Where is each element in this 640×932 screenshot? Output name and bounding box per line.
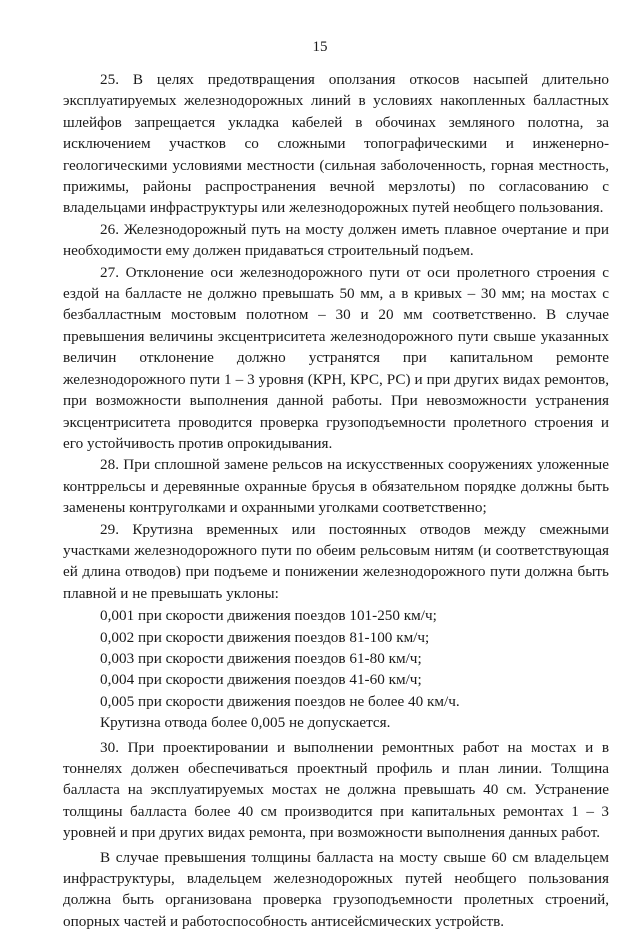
speed-limit-item: 0,002 при скорости движения поездов 81-100 км/ч;	[100, 628, 430, 646]
speed-limit-item: 0,003 при скорости движения поездов 61-80 км/ч;	[100, 649, 422, 667]
paragraph-27: 27. Отклонение оси железнодорожного пути от оси пролетного строения с ездой на балласте не должно превышать 50 мм, а в кривых – 30 мм; на мостах с безбалластным мостовым полотном – 30 и 20 мм соответственно. В случае превышения величины эксцентриситета железнодорожного пути свыше указанных величин отклонение должно устранятся при капитальном ремонте железнодорожного пути 1 – 3 уровня (КРН, КРС, РС) и при других видах ремонтов, при возможности выполнения данной работы. При невозможности устранения эксцентриситета проводится проверка грузоподъемности пролетного строения и его устойчивость против опрокидывания.	[63, 263, 609, 452]
speed-limit-item: 0,005 при скорости движения поездов не более 40 км/ч.	[100, 692, 460, 710]
document-body	[63, 69, 609, 932]
paragraph-26: 26. Железнодорожный путь на мосту должен иметь плавное очертание и при необходимости ему должен придаваться строительный подъем.	[63, 220, 609, 260]
paragraph-30-continuation: В случае превышения толщины балласта на мосту свыше 60 см владельцем инфраструктуры, владельцем железнодорожных путей необщего пользования должна быть организована проверка грузоподъемности пролетных строений, опорных частей и работоспособность антисейсмических устройств.	[63, 848, 609, 930]
paragraph-25: 25. В целях предотвращения оползания откосов насыпей длительно эксплуатируемых железнодорожных линий в условиях накопленных балластных шлейфов запрещается укладка кабелей в обочинах земляного полотна, за исключением участков со сложными топографическими и инженерно-геологическими условиями местности (сильная заболоченность, горная местность, прижимы, районы распространения вечной мерзлоты) по согласованию с владельцами инфраструктуры или железнодорожных путей необщего пользования.	[63, 71, 609, 217]
page-number: 15	[312, 39, 328, 55]
paragraph-28: 28. При сплошной замене рельсов на искусственных сооружениях уложенные контррельсы и деревянные охранные брусья в обязательном порядке должны быть заменены контруголками и охранными уголками соответственно;	[63, 456, 609, 517]
slope-note: Крутизна отвода более 0,005 не допускается.	[100, 714, 391, 732]
speed-limit-item: 0,001 при скорости движения поездов 101-250 км/ч;	[100, 607, 437, 625]
speed-limit-item: 0,004 при скорости движения поездов 41-60 км/ч;	[100, 671, 422, 689]
paragraph-30: 30. При проектировании и выполнении ремонтных работ на мостах и в тоннелях должен обеспечиваться проектный профиль и план линии. Толщина балласта на эксплуатируемых мостах не должна превышать 40 см. Устранение толщины балласта более 40 см производится при капитальных ремонтах 1 – 3 уровней и при других видах ремонта, при возможности выполнения данных работ.	[63, 738, 609, 842]
paragraph-29: 29. Крутизна временных или постоянных отводов между смежными участками железнодорожного пути по обеим рельсовым нитям (и соответствующая ей длина отводов) при подъеме и понижении железнодорожного пути должна быть плавной и не превышать уклоны:	[63, 520, 609, 602]
